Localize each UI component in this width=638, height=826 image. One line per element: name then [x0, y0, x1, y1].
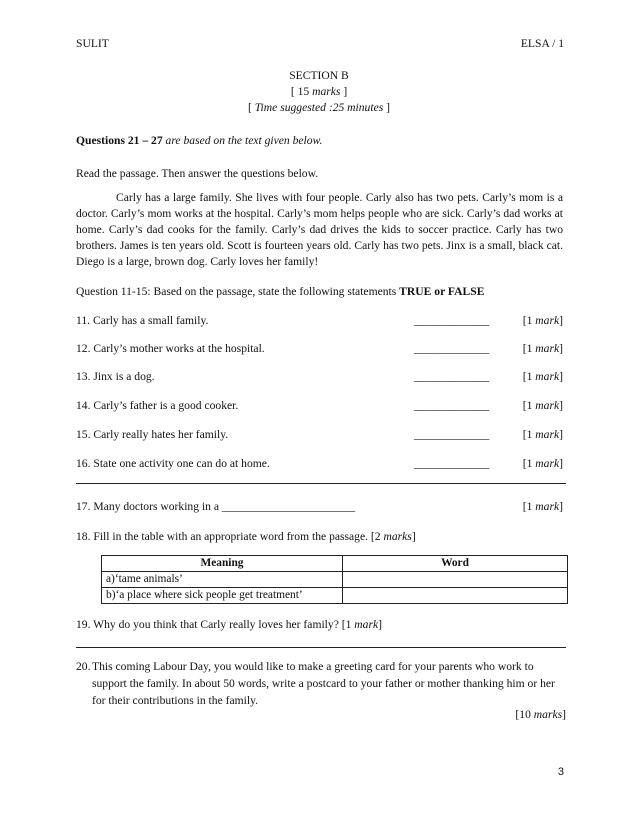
section-divider [76, 647, 566, 648]
question-text: 16. State one activity one can do at home. [76, 457, 270, 470]
question-marks: [1 mark] [522, 399, 563, 412]
question-text: 14. Carly’s father is a good cooker. [76, 399, 239, 412]
question-item [76, 369, 563, 385]
section-time: [ Time suggested :25 minutes ] [247, 101, 391, 114]
question-number: 20. [76, 660, 91, 673]
question-20-marks: [10 marks] [515, 708, 566, 721]
question-18: 18. Fill in the table with an appropriate word from the passage. [2 marks] [76, 530, 416, 543]
page-number: 3 [557, 766, 564, 778]
true-false-heading: Question 11-15: Based on the passage, state the following statements TRUE or FALSE [76, 285, 485, 298]
question-text: This coming Labour Day, you would like to make a greeting card for your parents who work to support the family. In about 50 words, write a postcard to your father or mother thanking him or her for their contributions in the family. [92, 660, 555, 707]
table-cell-word[interactable] [343, 588, 568, 604]
passage-text: Carly has a large family. She lives with four people. Carly also has two pets. Carly’s mom is a doctor. Carly’s mom works at the hospital. Carly’s mom helps people who are sick. Carly’s dad works at home. Carly’s dad cooks for the family. Carly’s dad drives the kids to soccer practice. Carly has two brothers. James is ten years old. Scott is fourteen years old. Carly has two pets. Jinx is a small, black cat. Diego is a large, brown dog. Carly loves her family! [76, 191, 563, 268]
table-cell-meaning: a)‘tame animals’ [102, 572, 343, 588]
question-text: 13. Jinx is a dog. [76, 370, 155, 383]
section-marks: [ 15 marks ] [290, 85, 348, 98]
answer-blank[interactable]: _____________ [414, 457, 490, 470]
table-cell-word[interactable] [343, 572, 568, 588]
answer-blank[interactable]: _____________ [414, 428, 490, 441]
question-19: 19. Why do you think that Carly really loves her family? [1 mark] [76, 618, 382, 631]
question-item [76, 313, 563, 329]
question-20 [76, 658, 566, 709]
question-text: 12. Carly’s mother works at the hospital. [76, 342, 265, 355]
reading-passage [76, 190, 563, 270]
meaning-word-table [101, 555, 568, 604]
question-text: 15. Carly really hates her family. [76, 428, 229, 441]
question-marks: [1 mark] [522, 500, 563, 513]
section-divider [76, 483, 566, 484]
question-item [76, 341, 563, 357]
question-marks: [1 mark] [522, 342, 563, 355]
question-marks: [1 mark] [522, 370, 563, 383]
question-item [76, 398, 563, 414]
question-marks: [1 mark] [522, 428, 563, 441]
header-paper-code: ELSA / 1 [520, 37, 564, 50]
question-marks: [1 mark] [522, 314, 563, 327]
table-cell-meaning: b)‘a place where sick people get treatment’ [102, 588, 343, 604]
question-text: 17. Many doctors working in a _______________________ [76, 500, 356, 513]
questions-intro: Questions 21 – 27 are based on the text given below. [76, 134, 323, 147]
question-17 [76, 499, 563, 515]
answer-blank[interactable]: _____________ [414, 314, 490, 327]
answer-blank[interactable]: _____________ [414, 342, 490, 355]
reading-instruction: Read the passage. Then answer the questions below. [76, 167, 319, 180]
answer-blank[interactable]: _____________ [414, 370, 490, 383]
question-item [76, 427, 563, 443]
table-header-word: Word [343, 556, 568, 572]
question-marks: [1 mark] [522, 457, 563, 470]
table-row [102, 572, 568, 588]
table-header-meaning: Meaning [102, 556, 343, 572]
answer-blank[interactable]: _____________ [414, 399, 490, 412]
table-row [102, 588, 568, 604]
question-item [76, 456, 563, 472]
section-title: SECTION B [289, 69, 349, 82]
header-sulit: SULIT [76, 37, 109, 50]
table-header-row [102, 556, 568, 572]
question-text: 11. Carly has a small family. [76, 314, 209, 327]
